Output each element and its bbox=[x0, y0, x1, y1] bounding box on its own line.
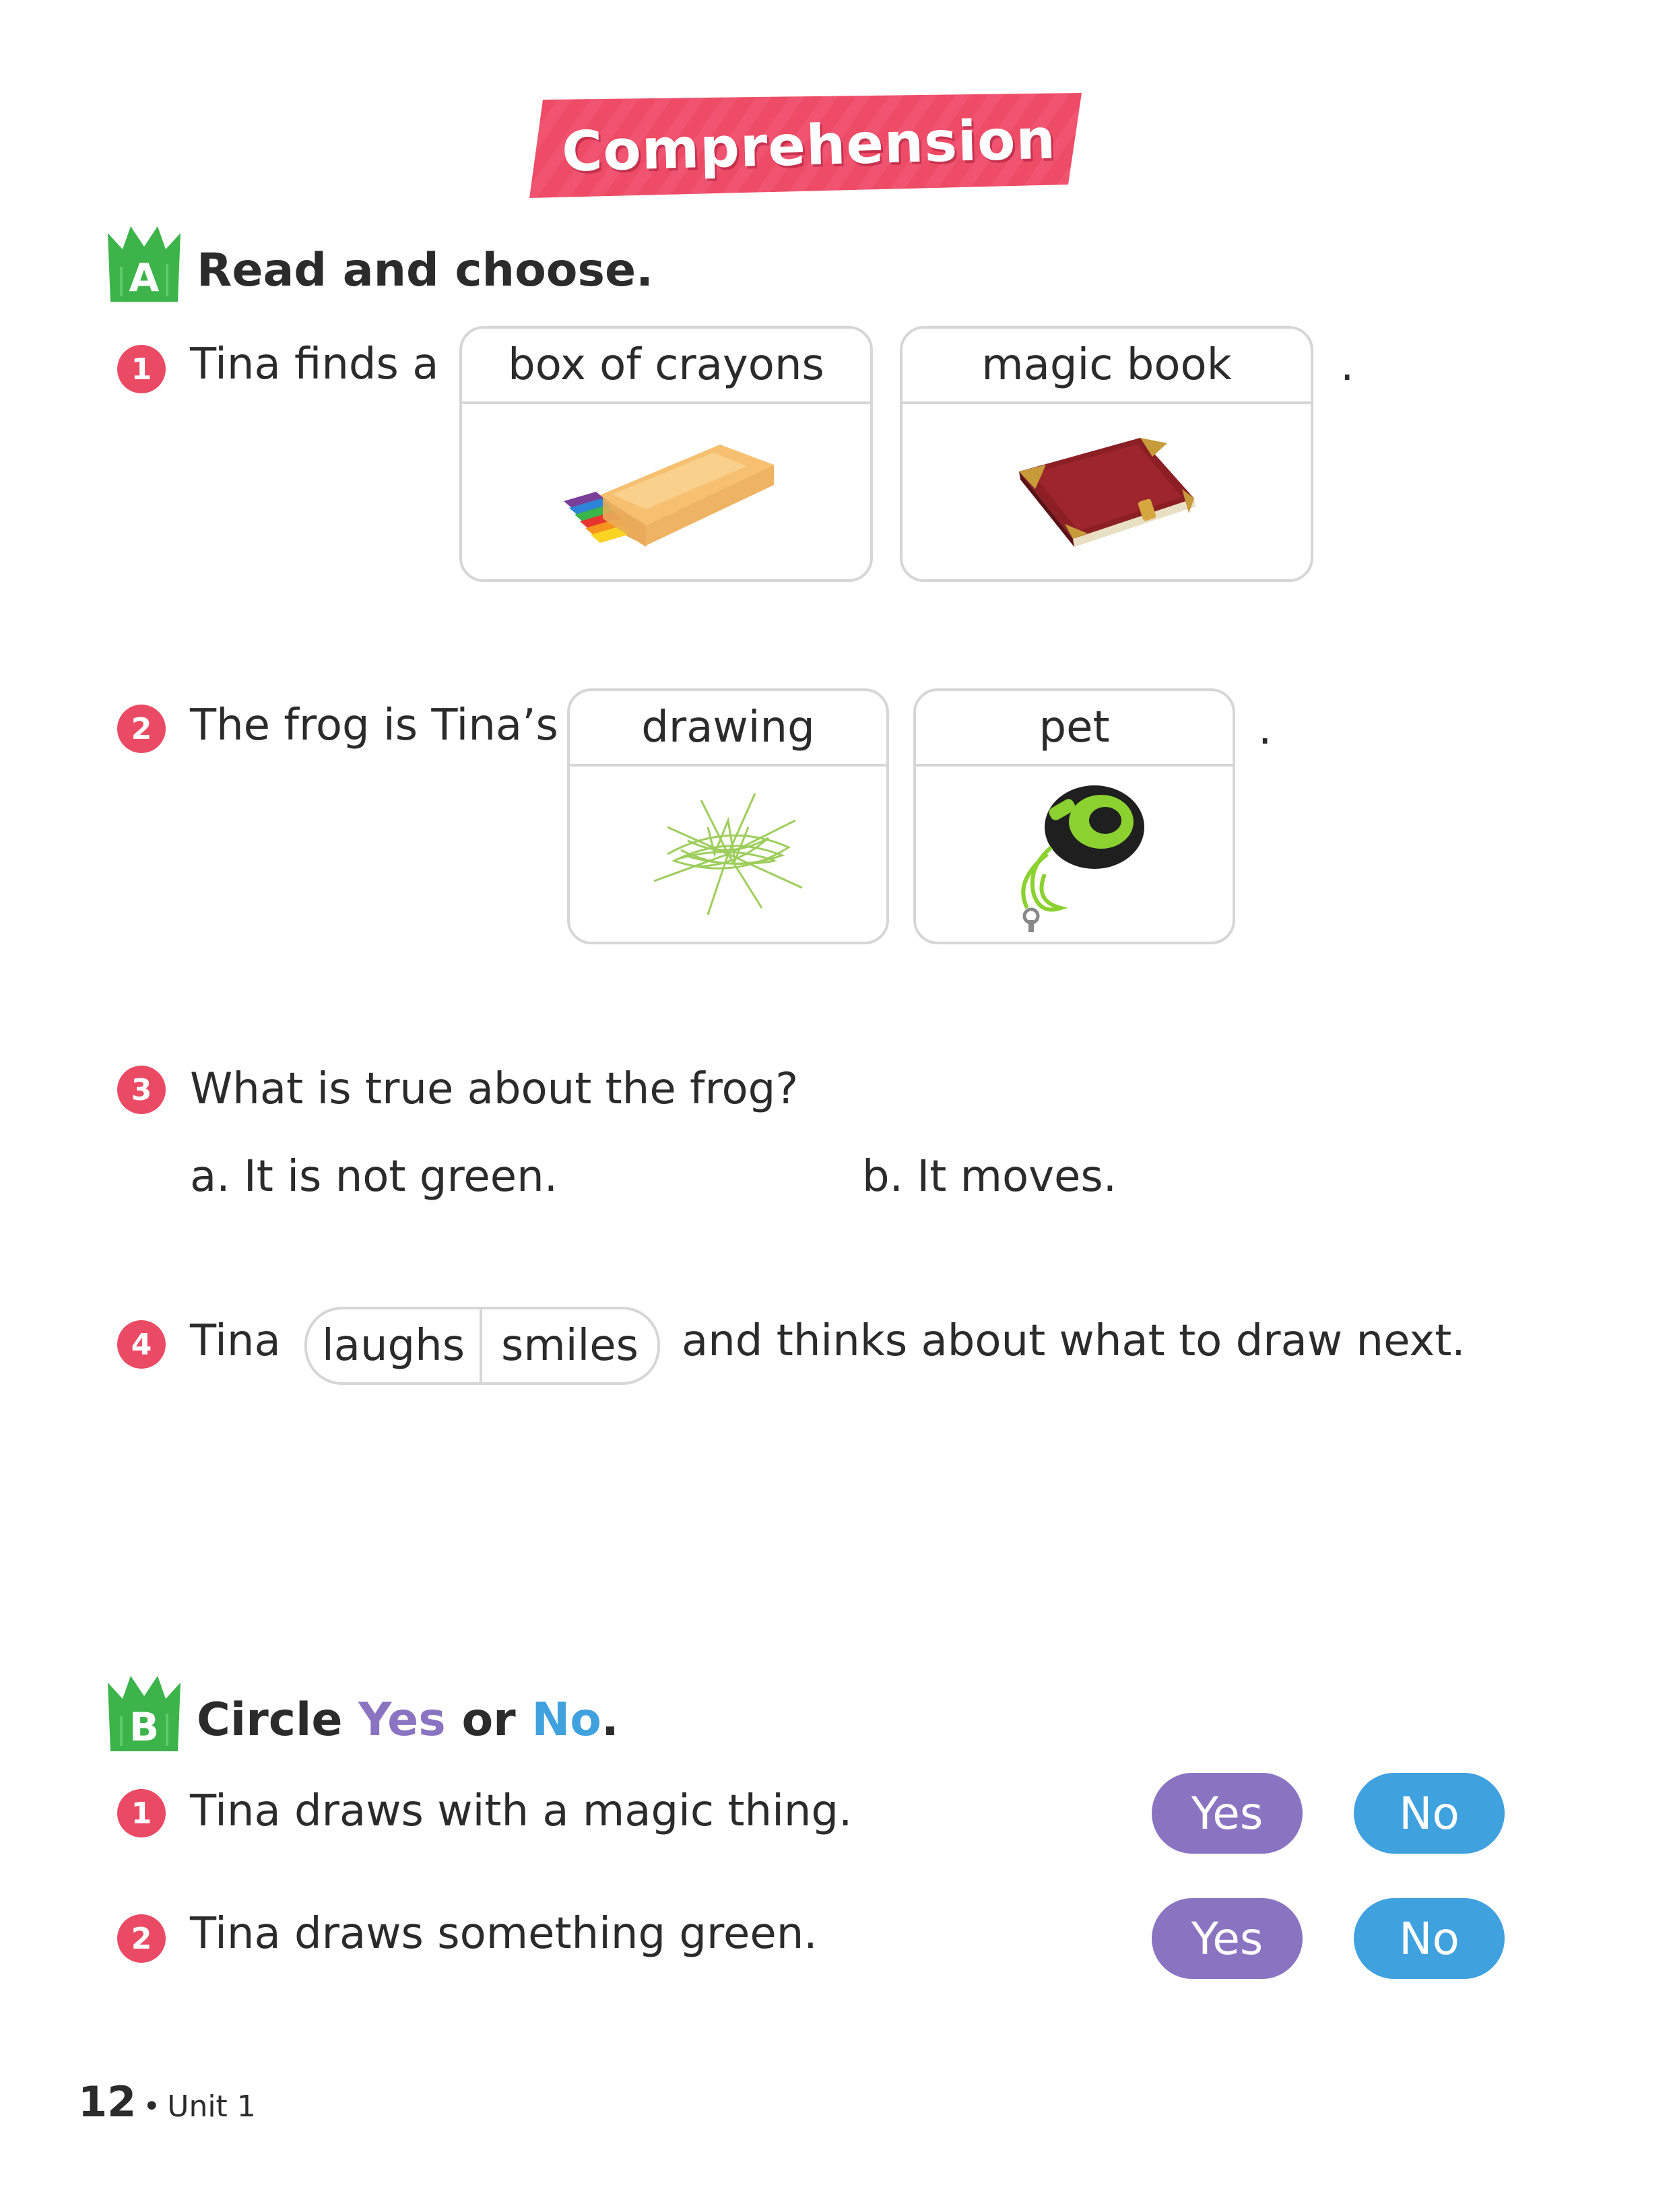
question-prompt: What is true about the frog? bbox=[190, 1064, 799, 1114]
no-button[interactable]: No bbox=[1354, 1773, 1505, 1854]
question-number: 2 bbox=[117, 705, 166, 753]
sentence-end: . bbox=[1340, 341, 1354, 391]
section-b-instruction bbox=[197, 1693, 619, 1747]
page-title: Comprehension bbox=[561, 106, 1057, 185]
instruction-no-word: No bbox=[531, 1693, 602, 1747]
no-button[interactable]: No bbox=[1354, 1898, 1505, 1979]
option-card-pet[interactable] bbox=[913, 688, 1235, 944]
instruction-yes-word: Yes bbox=[358, 1693, 446, 1747]
option-card-drawing[interactable] bbox=[567, 688, 889, 944]
item-number: 1 bbox=[117, 1789, 166, 1837]
instruction-text: Circle bbox=[197, 1693, 359, 1747]
question-prompt: The frog is Tina’s bbox=[190, 701, 558, 750]
option-label: pet bbox=[916, 691, 1233, 767]
page-footer bbox=[78, 2077, 256, 2126]
question-prompt: Tina bbox=[190, 1316, 281, 1366]
sentence-end: . bbox=[1258, 705, 1272, 754]
option-card-magic-book[interactable] bbox=[900, 326, 1313, 582]
choice-laughs[interactable]: laughs bbox=[321, 1321, 465, 1371]
section-a-instruction: Read and choose. bbox=[197, 244, 653, 297]
option-label: box of crayons bbox=[462, 329, 870, 404]
section-a-badge: A bbox=[108, 226, 181, 302]
option-card-box-of-crayons[interactable] bbox=[459, 326, 873, 582]
choice-smiles[interactable]: smiles bbox=[501, 1321, 638, 1371]
item-number: 2 bbox=[117, 1914, 166, 1963]
question-number: 4 bbox=[117, 1320, 166, 1369]
item-statement: Tina draws something green. bbox=[190, 1909, 818, 1959]
answer-option-b[interactable]: b. It moves. bbox=[862, 1152, 1117, 1202]
item-statement: Tina draws with a magic thing. bbox=[190, 1786, 853, 1836]
pet-leash-image bbox=[916, 767, 1233, 942]
question-prompt: Tina finds a bbox=[190, 339, 439, 389]
green-scribble-image bbox=[570, 767, 886, 942]
header-banner bbox=[529, 93, 1088, 198]
answer-option-a[interactable]: a. It is not green. bbox=[190, 1152, 558, 1202]
option-label: drawing bbox=[570, 691, 886, 767]
instruction-text: . bbox=[601, 1693, 619, 1747]
section-b-badge: B bbox=[108, 1676, 181, 1751]
option-label: magic book bbox=[903, 329, 1311, 404]
crayon-box-image bbox=[462, 404, 870, 579]
footer-bullet: • bbox=[143, 2089, 161, 2124]
question-number: 1 bbox=[117, 345, 166, 393]
page-number: 12 bbox=[78, 2077, 137, 2126]
yes-button[interactable]: Yes bbox=[1152, 1898, 1303, 1979]
question-number: 3 bbox=[117, 1066, 166, 1114]
instruction-text: or bbox=[445, 1693, 532, 1747]
sentence-rest: and thinks about what to draw next. bbox=[682, 1316, 1466, 1366]
word-choice-pill bbox=[304, 1307, 660, 1385]
yes-button[interactable]: Yes bbox=[1152, 1773, 1303, 1854]
unit-label: Unit 1 bbox=[167, 2089, 256, 2124]
magic-book-image bbox=[903, 404, 1311, 579]
